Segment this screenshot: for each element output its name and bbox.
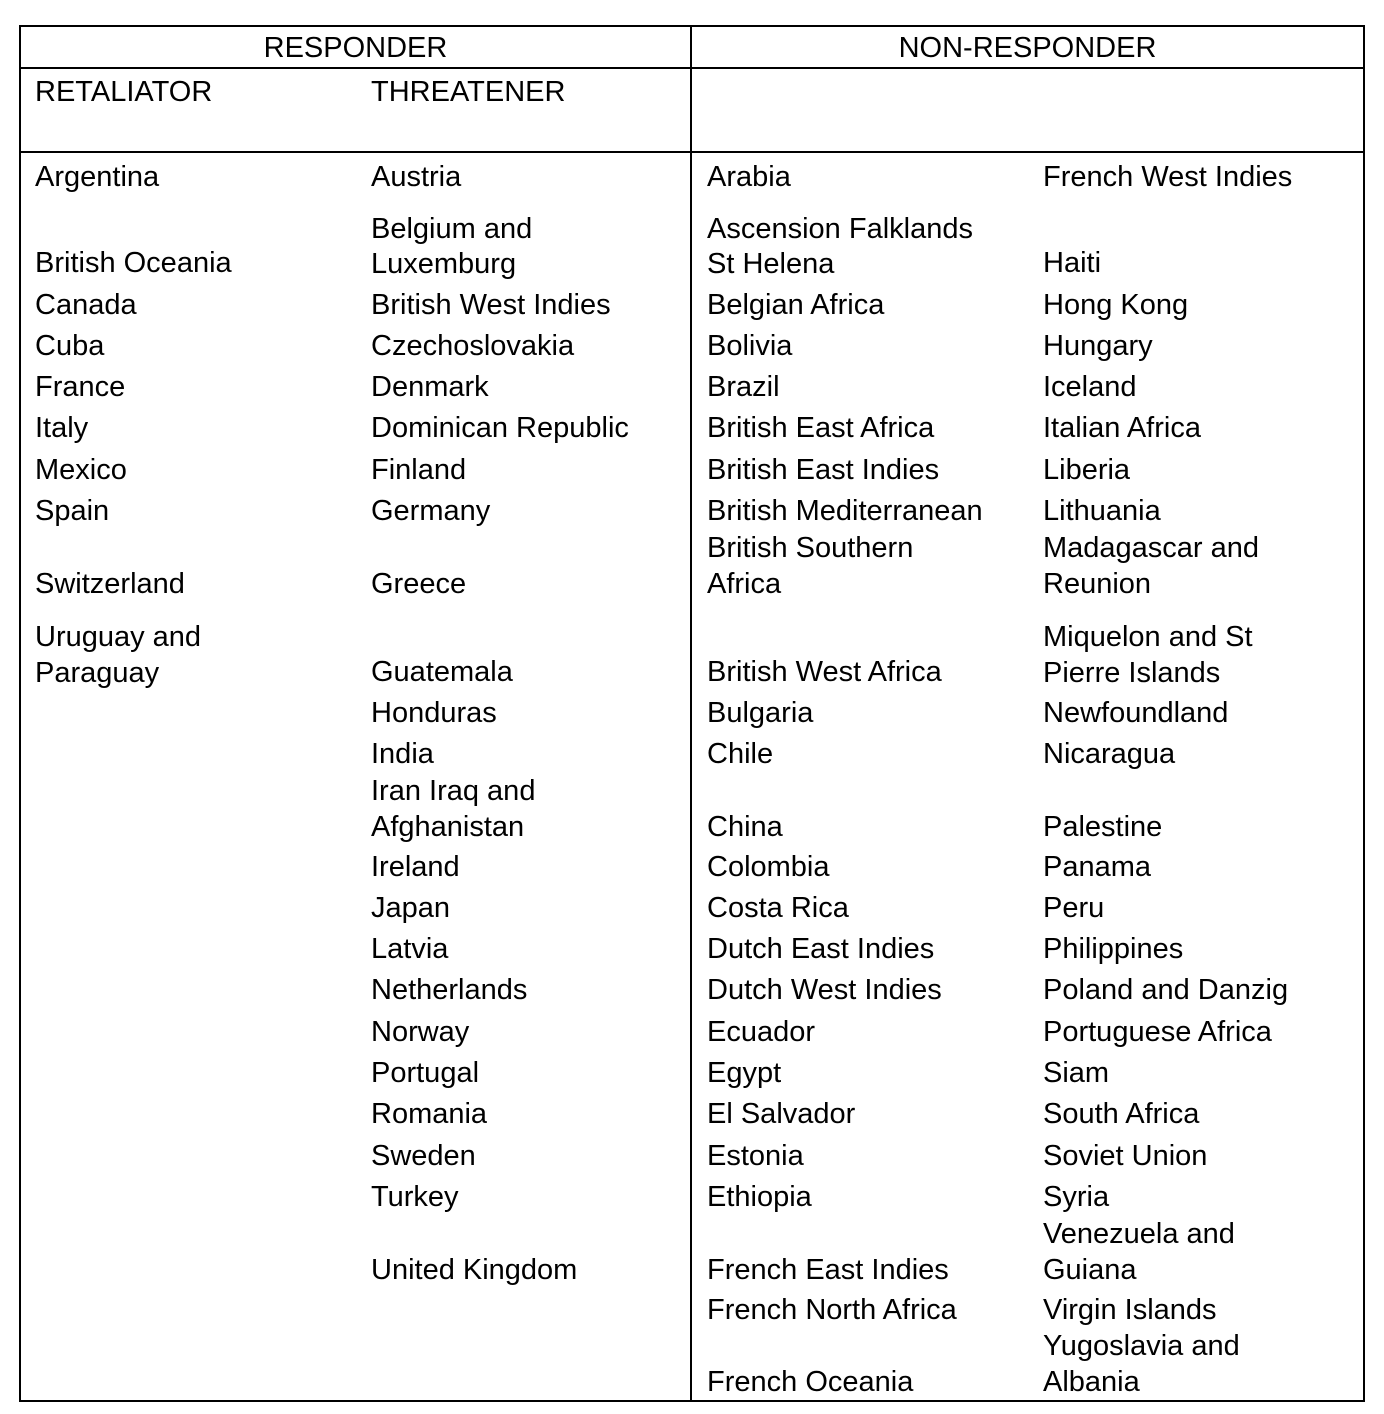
non-responder-1-entry: Bulgaria: [707, 697, 814, 729]
threatener-entry: Netherlands: [371, 974, 528, 1006]
non-responder-2-entry: Virgin Islands: [1043, 1294, 1217, 1326]
non-responder-2-entry: French West Indies: [1043, 161, 1293, 193]
non-responder-1-entry: French North Africa: [707, 1294, 957, 1326]
threatener-entry: Sweden: [371, 1140, 476, 1172]
non-responder-2-entry: Panama: [1043, 851, 1152, 883]
non-responder-2-entry: Pierre Islands: [1043, 657, 1221, 689]
non-responder-1-entry: Ecuador: [707, 1016, 816, 1048]
threatener-entry: Luxemburg: [371, 248, 517, 280]
retaliator-entry: Canada: [35, 289, 137, 321]
threatener-entry: Guatemala: [371, 656, 513, 688]
non-responder-2-entry: Haiti: [1043, 247, 1102, 279]
threatener-entry: Belgium and: [371, 213, 533, 245]
retaliator-entry: Spain: [35, 495, 110, 527]
non-responder-2-entry: Philippines: [1043, 933, 1184, 965]
non-responder-2-entry: Guiana: [1043, 1254, 1137, 1286]
non-responder-1-entry: French East Indies: [707, 1254, 949, 1286]
non-responder-2-entry: Soviet Union: [1043, 1140, 1208, 1172]
non-responder-2-entry: Portuguese Africa: [1043, 1016, 1272, 1048]
non-responder-1-entry: El Salvador: [707, 1098, 856, 1130]
non-responder-2-entry: Siam: [1043, 1057, 1110, 1089]
non-responder-1-entry: Belgian Africa: [707, 289, 885, 321]
non-responder-1-entry: St Helena: [707, 248, 835, 280]
non-responder-2-entry: Hungary: [1043, 330, 1153, 362]
retaliator-header: RETALIATOR: [35, 76, 213, 108]
retaliator-entry: Switzerland: [35, 568, 185, 600]
threatener-entry: Denmark: [371, 371, 489, 403]
responder-header: RESPONDER: [263, 32, 448, 64]
threatener-entry: Romania: [371, 1098, 488, 1130]
non-responder-2-entry: Iceland: [1043, 371, 1137, 403]
non-responder-1-entry: Ascension Falklands: [707, 213, 973, 245]
non-responder-2-entry: Nicaragua: [1043, 738, 1176, 770]
non-responder-2-entry: Miquelon and St: [1043, 621, 1253, 653]
non-responder-2-entry: Madagascar and: [1043, 532, 1260, 564]
retaliator-entry: Argentina: [35, 161, 160, 193]
threatener-entry: Iran Iraq and: [371, 775, 536, 807]
retaliator-entry: France: [35, 371, 126, 403]
header-divider: [19, 67, 1365, 69]
non-responder-1-entry: Dutch East Indies: [707, 933, 935, 965]
non-responder-1-entry: British Southern: [707, 532, 914, 564]
threatener-entry: United Kingdom: [371, 1254, 578, 1286]
non-responder-1-entry: Egypt: [707, 1057, 782, 1089]
threatener-entry: Czechoslovakia: [371, 330, 575, 362]
non-responder-1-entry: British East Indies: [707, 454, 940, 486]
non-responder-1-entry: Colombia: [707, 851, 830, 883]
non-responder-header: NON-RESPONDER: [898, 32, 1157, 64]
non-responder-1-entry: Costa Rica: [707, 892, 849, 924]
non-responder-2-entry: Venezuela and: [1043, 1218, 1235, 1250]
non-responder-1-entry: British East Africa: [707, 412, 935, 444]
non-responder-1-entry: British Mediterranean: [707, 495, 983, 527]
non-responder-1-entry: China: [707, 811, 783, 843]
non-responder-1-entry: Bolivia: [707, 330, 793, 362]
retaliator-entry: Mexico: [35, 454, 127, 486]
non-responder-2-entry: Palestine: [1043, 811, 1163, 843]
retaliator-entry: Italy: [35, 412, 89, 444]
threatener-entry: Finland: [371, 454, 467, 486]
threatener-entry: Portugal: [371, 1057, 480, 1089]
threatener-entry: Ireland: [371, 851, 460, 883]
threatener-entry: Latvia: [371, 933, 449, 965]
non-responder-1-entry: Chile: [707, 738, 774, 770]
retaliator-entry: Cuba: [35, 330, 105, 362]
non-responder-2-entry: Liberia: [1043, 454, 1131, 486]
non-responder-2-entry: Syria: [1043, 1181, 1110, 1213]
non-responder-2-entry: Hong Kong: [1043, 289, 1189, 321]
non-responder-1-entry: Estonia: [707, 1140, 804, 1172]
threatener-entry: Germany: [371, 495, 491, 527]
non-responder-2-entry: Yugoslavia and: [1043, 1330, 1240, 1362]
non-responder-2-entry: Albania: [1043, 1366, 1140, 1398]
non-responder-2-entry: Italian Africa: [1043, 412, 1201, 444]
retaliator-entry: Paraguay: [35, 657, 160, 689]
non-responder-1-entry: Brazil: [707, 371, 780, 403]
threatener-entry: Austria: [371, 161, 462, 193]
non-responder-1-entry: French Oceania: [707, 1366, 914, 1398]
non-responder-1-entry: Arabia: [707, 161, 791, 193]
threatener-entry: British West Indies: [371, 289, 611, 321]
threatener-header: THREATENER: [371, 76, 566, 108]
threatener-entry: Dominican Republic: [371, 412, 629, 444]
non-responder-1-entry: Africa: [707, 568, 782, 600]
retaliator-entry: Uruguay and: [35, 621, 202, 653]
threatener-entry: Greece: [371, 568, 467, 600]
threatener-entry: Norway: [371, 1016, 470, 1048]
retaliator-entry: British Oceania: [35, 247, 232, 279]
non-responder-2-entry: Reunion: [1043, 568, 1152, 600]
threatener-entry: Honduras: [371, 697, 497, 729]
non-responder-2-entry: Newfoundland: [1043, 697, 1229, 729]
non-responder-1-entry: Dutch West Indies: [707, 974, 942, 1006]
non-responder-2-entry: Poland and Danzig: [1043, 974, 1289, 1006]
threatener-entry: India: [371, 738, 434, 770]
non-responder-2-entry: Lithuania: [1043, 495, 1161, 527]
non-responder-2-entry: Peru: [1043, 892, 1105, 924]
column-divider: [690, 25, 692, 1402]
threatener-entry: Afghanistan: [371, 811, 525, 843]
non-responder-2-entry: South Africa: [1043, 1098, 1200, 1130]
threatener-entry: Turkey: [371, 1181, 459, 1213]
non-responder-1-entry: British West Africa: [707, 656, 942, 688]
threatener-entry: Japan: [371, 892, 451, 924]
non-responder-1-entry: Ethiopia: [707, 1181, 812, 1213]
subheader-divider: [19, 151, 1365, 153]
